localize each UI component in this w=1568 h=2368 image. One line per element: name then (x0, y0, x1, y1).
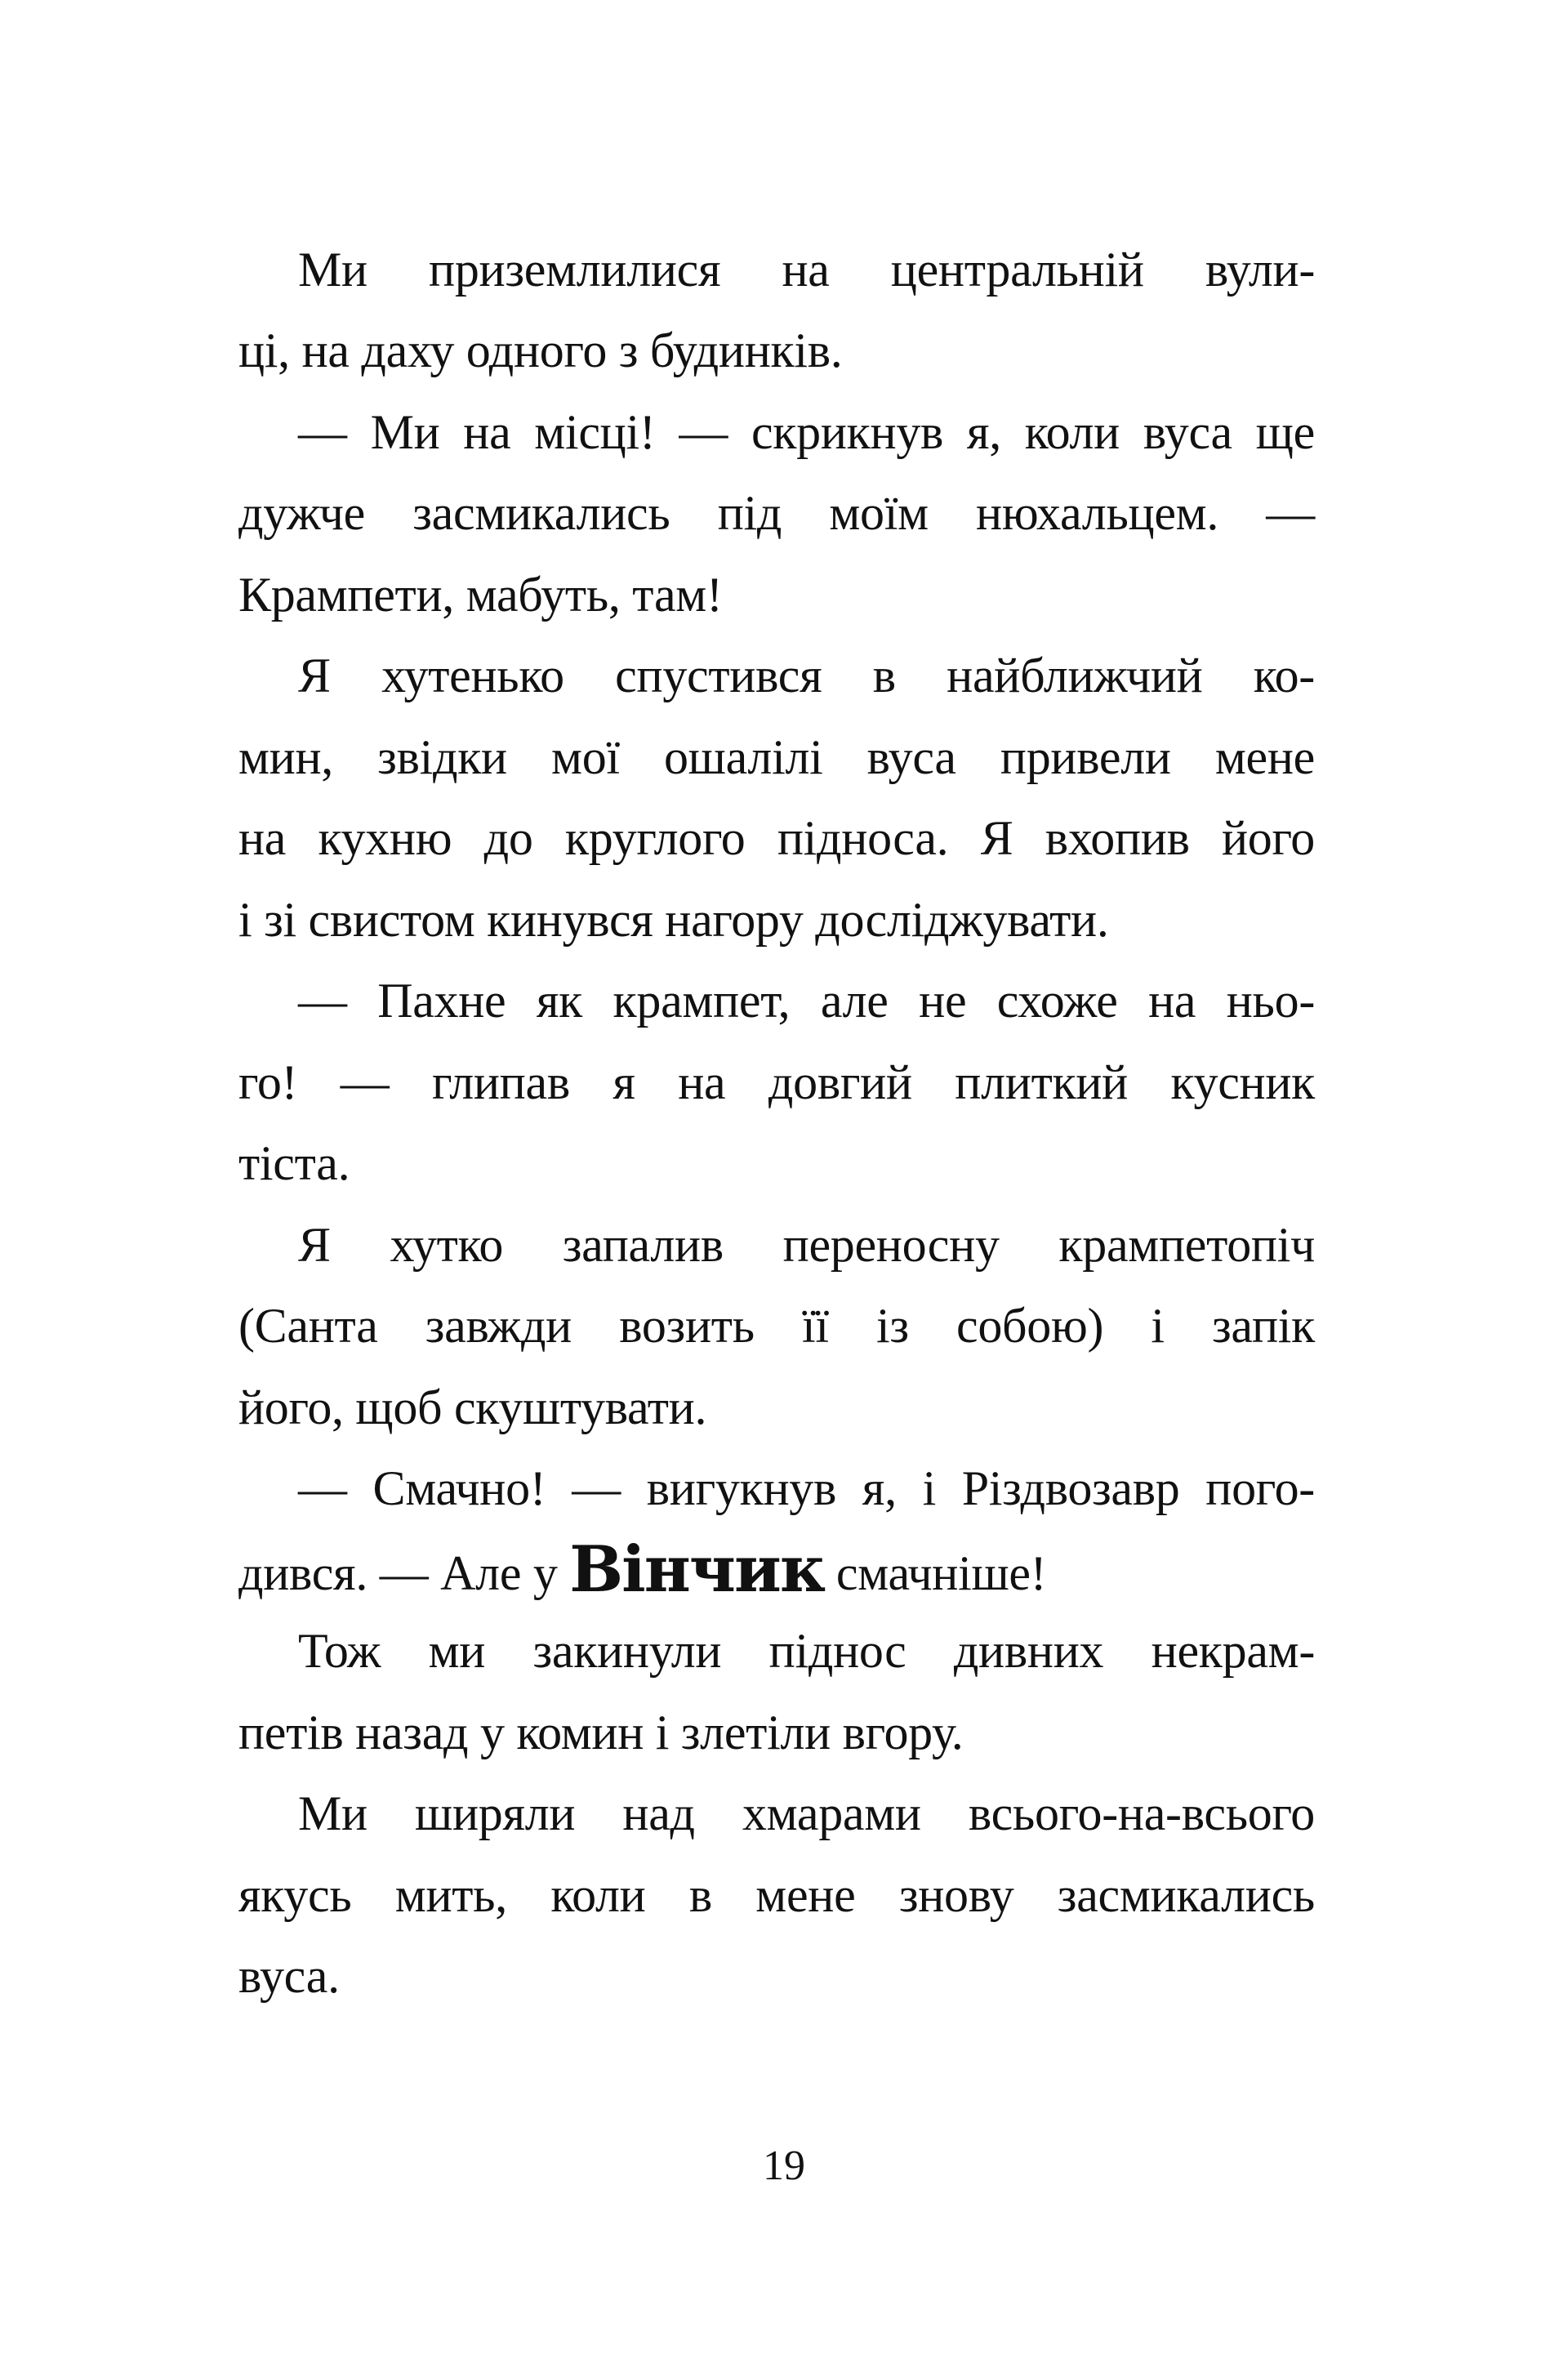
text-line: на кухню до круглого підноса. Я вхопив його (238, 811, 1315, 865)
text-line: тіста. (238, 1136, 350, 1190)
text-line: — Смачно! — вигукнув я, і Різдвозавр пого- (298, 1461, 1315, 1515)
text-line: Ми приземлилися на центральній вули- (298, 243, 1315, 297)
text-fragment: дився. — Але у (238, 1546, 570, 1600)
text-line: — Ми на місці! — скрикнув я, коли вуса ще (298, 405, 1315, 459)
text-line: дужче засмикались під моїм нюхальцем. — (238, 486, 1315, 540)
text-line: петів назад у комин і злетіли вгору. (238, 1706, 964, 1759)
page-number: 19 (763, 2143, 805, 2189)
text-line: Я хутенько спустився в найближчий ко- (298, 649, 1315, 702)
text-line: — Пахне як крампет, але не схоже на ньо- (298, 974, 1315, 1028)
text-line (238, 1532, 1315, 1607)
brand-word-vinchyk: Вінчик (569, 1532, 825, 1607)
text-line: Ми ширяли над хмарами всього-на-всього (298, 1786, 1315, 1840)
text-line: (Санта завжди возить її із собою) і запік (238, 1299, 1315, 1353)
text-line: Крампети, мабуть, там! (238, 568, 723, 622)
text-line: Я хутко запалив переносну крампетопіч (298, 1218, 1315, 1272)
text-line: його, щоб скуштувати. (238, 1380, 707, 1434)
text-fragment: смачніше! (824, 1546, 1047, 1600)
text-line: Тож ми закинули піднос дивних некрам- (298, 1624, 1315, 1678)
text-line: вуса. (238, 1949, 340, 2003)
text-line: мин, звідки мої ошалілі вуса привели мене (238, 730, 1315, 784)
text-line: і зі свистом кинувся нагору досліджувати. (238, 893, 1109, 947)
text-line: якусь мить, коли в мене знову засмикались (238, 1868, 1315, 1922)
text-line: го! — глипав я на довгий плиткий кусник (238, 1055, 1315, 1109)
text-line: ці, на даху одного з будинків. (238, 323, 843, 377)
